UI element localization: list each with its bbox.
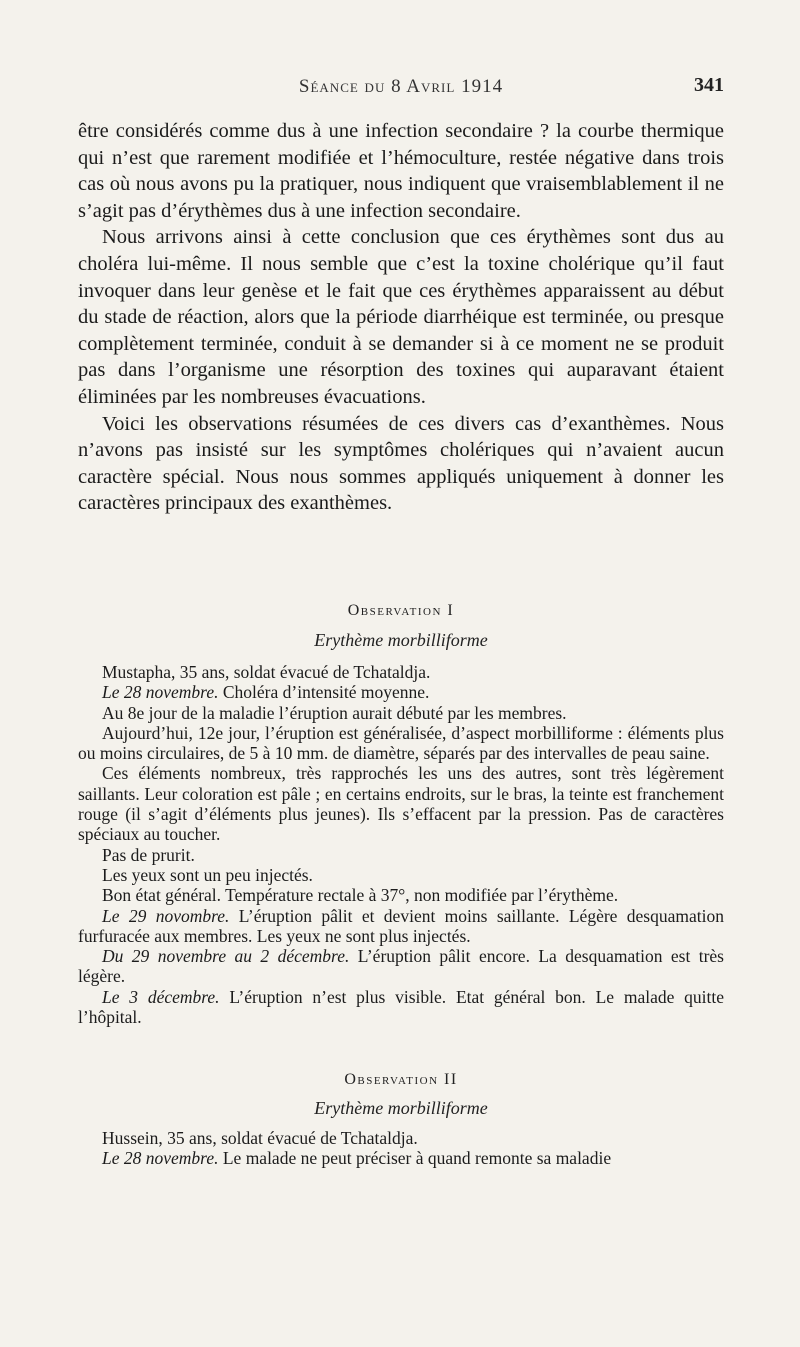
observation-line: Au 8e jour de la maladie l’éruption aurait débuté par les membres.: [102, 702, 567, 723]
observation-note: Le malade ne peut préciser à quand remonte sa maladie: [218, 1148, 612, 1169]
date-label: Le 28 novembre.: [102, 682, 219, 703]
observation-line: Hussein, 35 ans, soldat évacué de Tchataldja.: [102, 1128, 418, 1148]
observation-2-subtitle: Erythème morbilliforme: [314, 1098, 488, 1118]
observation-1-heading: Observation I: [347, 602, 455, 619]
observation-line: [78, 682, 724, 702]
observation-line: [78, 946, 724, 987]
main-text: [78, 118, 724, 517]
observation-line: Bon état général. Température rectale à 37°, non modifiée par l’érythème.: [102, 885, 619, 906]
observation-line: Aujourd’hui, 12e jour, l’éruption est généralisée, d’aspect morbilliforme : éléments plus ou moins circulaires, de 5 à 10 mm. de diamètre, séparés par des intervalles de peau saine.: [78, 722, 724, 764]
observation-2-heading: Observation II: [344, 1071, 458, 1088]
page-number: 341: [694, 74, 724, 96]
paragraph: Voici les observations résumées de ces divers cas d’exanthèmes. Nous n’avons pas insisté sur les symptômes cholériques qui n’avaient aucun caractère spécial. Nous nous sommes appliqués uniquement à donner les caractères principaux des exanthèmes.: [78, 412, 724, 515]
observation-line: Pas de prurit.: [102, 844, 195, 865]
observation-line: Mustapha, 35 ans, soldat évacué de Tchataldja.: [102, 662, 431, 682]
date-label: Le 28 novembre.: [102, 1148, 219, 1169]
observation-line: Ces éléments nombreux, très rapprochés les uns des autres, sont très légèrement saillants. Leur coloration est pâle ; en certains endroits, sur le bras, la teinte est franchement rouge (il s’agit d’éléments plus jeunes). Ils s’effacent par la pression. Pas de caractères spéciaux au toucher.: [78, 763, 724, 845]
paragraph: être considérés comme dus à une infection secondaire ? la courbe thermique qui n’est que rarement modifiée et l’hémoculture, restée négative dans trois cas où nous avons pu la pratiquer, nous indiquent que vraisemblablement il ne s’agit pas d’érythèmes dus à une infection secondaire.: [78, 120, 724, 222]
observation-line: Les yeux sont un peu injectés.: [102, 864, 313, 885]
observation-line: [78, 987, 724, 1028]
date-label: Le 3 décembre.: [102, 986, 220, 1007]
running-header: [78, 76, 724, 102]
observation-note: L’éruption pâlit et devient moins saillante. Légère desquamation furfuracée aux membres. Les yeux ne sont plus injectés.: [78, 905, 724, 946]
observation-line: [78, 1148, 724, 1168]
observation-note: L’éruption pâlit encore. La desquamation est très légère.: [78, 946, 724, 987]
observation-note: L’éruption n’est plus visible. Etat général bon. Le malade quitte l’hôpital.: [78, 986, 724, 1028]
observation-1-text: [78, 662, 724, 1027]
date-label: Du 29 novembre au 2 décembre.: [102, 946, 350, 967]
observation-line: [78, 906, 724, 947]
observation-note: Choléra d’intensité moyenne.: [218, 682, 430, 703]
observation-1-subtitle: Erythème morbilliforme: [314, 630, 488, 650]
date-label: Le 29 novombre.: [102, 905, 230, 926]
running-title: Séance du 8 Avril 1914: [298, 76, 504, 97]
paragraph: Nous arrivons ainsi à cette conclusion que ces érythèmes sont dus au choléra lui-même. Il nous semble que c’est la toxine cholérique qu’il faut invoquer dans leur genèse et le fait que ces érythèmes apparaissent au début du stade de réaction, alors que la période diarrhéique est terminée, ou presque complètement terminée, conduit à se demander si à ce moment ne se produit pas dans l’organisme une résorption des toxines qui auparavant étaient éliminées par les nombreuses évacuations.: [78, 226, 724, 408]
observation-2-text: [78, 1128, 724, 1169]
